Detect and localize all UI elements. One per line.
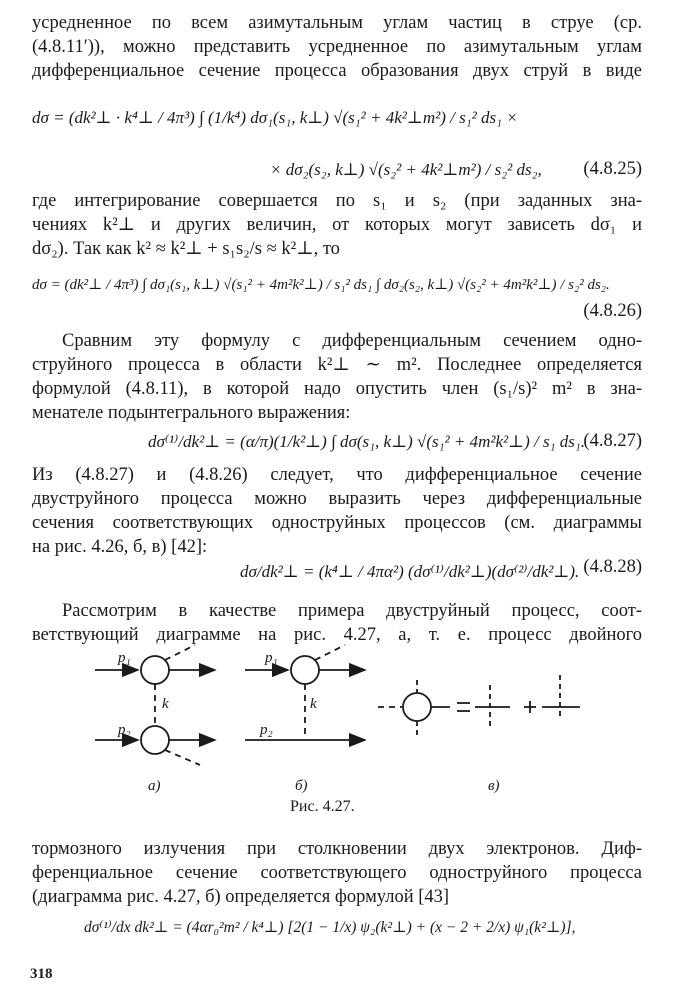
vertex-blob	[141, 656, 169, 684]
text-line: Сравним эту формулу с дифференциальным сечением одно-	[62, 331, 642, 351]
text-line: дифференциальное сечение процесса образования двух струй в виде	[32, 61, 642, 81]
text-line: Из (4.8.27) и (4.8.26) следует, что дифференциальное сечение	[32, 465, 642, 485]
text-line: двуструйного процесса можно выразить через дифференциальные	[32, 489, 642, 509]
text-line: ветствующий диаграмме на рис. 4.27, а, т. е. процесс двойного	[32, 625, 642, 645]
vertex-blob	[141, 726, 169, 754]
subfigure-label-a: а)	[148, 778, 161, 794]
label-p1: p₁	[118, 650, 131, 666]
text-line: Рассмотрим в качестве примера двуструйный процесс, соот-	[62, 601, 642, 621]
equation-4-8-28: dσ/dk²⊥ = (k⁴⊥ / 4πα²) (dσ⁽¹⁾/dk²⊥)(dσ⁽²⁾/dk²⊥).	[240, 562, 580, 581]
label-k: k	[310, 696, 317, 712]
equation-number: (4.8.27)	[583, 431, 642, 451]
equation-number: (4.8.26)	[583, 301, 642, 321]
text-line: сечения соответствующих одноструйных процессов (см. диаграммы	[32, 513, 642, 533]
text-line: где интегрирование совершается по s₁ и s₂ (при заданных зна-	[32, 191, 642, 211]
text-line: усредненное по всем азимутальным углам частиц в струе (ср.	[32, 13, 642, 33]
equation-4-8-25-line2: × dσ₂(s₂, k⊥) √(s₂² + 4k²⊥m²) / s₂² ds₂,	[270, 160, 542, 179]
equation-4-8-25-line1: dσ = (dk²⊥ · k⁴⊥ / 4π³) ∫ (1/k⁴) dσ₁(s₁, k⊥) √(s₁² + 4k²⊥m²) / s₁² ds₁ ×	[32, 108, 518, 127]
text-line: формулой (4.8.11), в которой надо опустить член (s₁/s)² m² в зна-	[32, 379, 642, 399]
diagram-a	[95, 645, 215, 765]
text-line: (4.8.11′)), можно представить усредненное по азимутальным углам	[32, 37, 642, 57]
text-line: тормозного излучения при столкновении двух электронов. Диф-	[32, 839, 642, 859]
text-line: ференциальное сечение соответствующего одноструйного процесса	[32, 863, 642, 883]
equation-number: (4.8.25)	[583, 159, 642, 179]
equation-4-8-26: dσ = (dk²⊥ / 4π³) ∫ dσ₁(s₁, k⊥) √(s₁² + 4m²k²⊥) / s₁² ds₁ ∫ dσ₂(s₂, k⊥) √(s₂² + 4m²k²⊥) / s₂² ds₂.	[32, 277, 610, 293]
text-line: (диаграмма рис. 4.27, б) определяется формулой [43]	[32, 887, 450, 907]
subfigure-label-b: б)	[295, 778, 308, 794]
text-line: струйного процесса в области k²⊥ ∼ m². Последнее определяется	[32, 355, 642, 375]
label-p2: p₂	[118, 722, 131, 738]
text-line: менателе подынтегрального выражения:	[32, 403, 351, 423]
label-p1: p₁	[265, 650, 278, 666]
figure-caption: Рис. 4.27.	[290, 798, 355, 815]
diagram-c	[378, 675, 580, 735]
equation-4-8-27: dσ⁽¹⁾/dk²⊥ = (α/π)(1/k²⊥) ∫ dσ(s₁, k⊥) √(s₁² + 4m²k²⊥) / s₁ ds₁.	[148, 432, 586, 451]
equation-number: (4.8.28)	[583, 557, 642, 577]
equation-final: dσ⁽¹⁾/dx dk²⊥ = (4αr₀²m² / k⁴⊥) [2(1 − 1/x) ψ₂(k²⊥) + (x − 2 + 2/x) ψ₁(k²⊥)],	[84, 919, 576, 936]
figure-4-27	[80, 640, 600, 815]
label-p2: p₂	[260, 722, 273, 738]
label-k: k	[162, 696, 169, 712]
page-number: 318	[30, 966, 53, 982]
text-line: чениях k²⊥ и других величин, от которых могут зависеть dσ₁ и	[32, 215, 642, 235]
text-line: dσ₂). Так как k² ≈ k²⊥ + s₁s₂/s ≈ k²⊥, то	[32, 239, 340, 259]
subfigure-label-c: в)	[488, 778, 500, 794]
text-line: на рис. 4.26, б, в) [42]:	[32, 537, 208, 557]
